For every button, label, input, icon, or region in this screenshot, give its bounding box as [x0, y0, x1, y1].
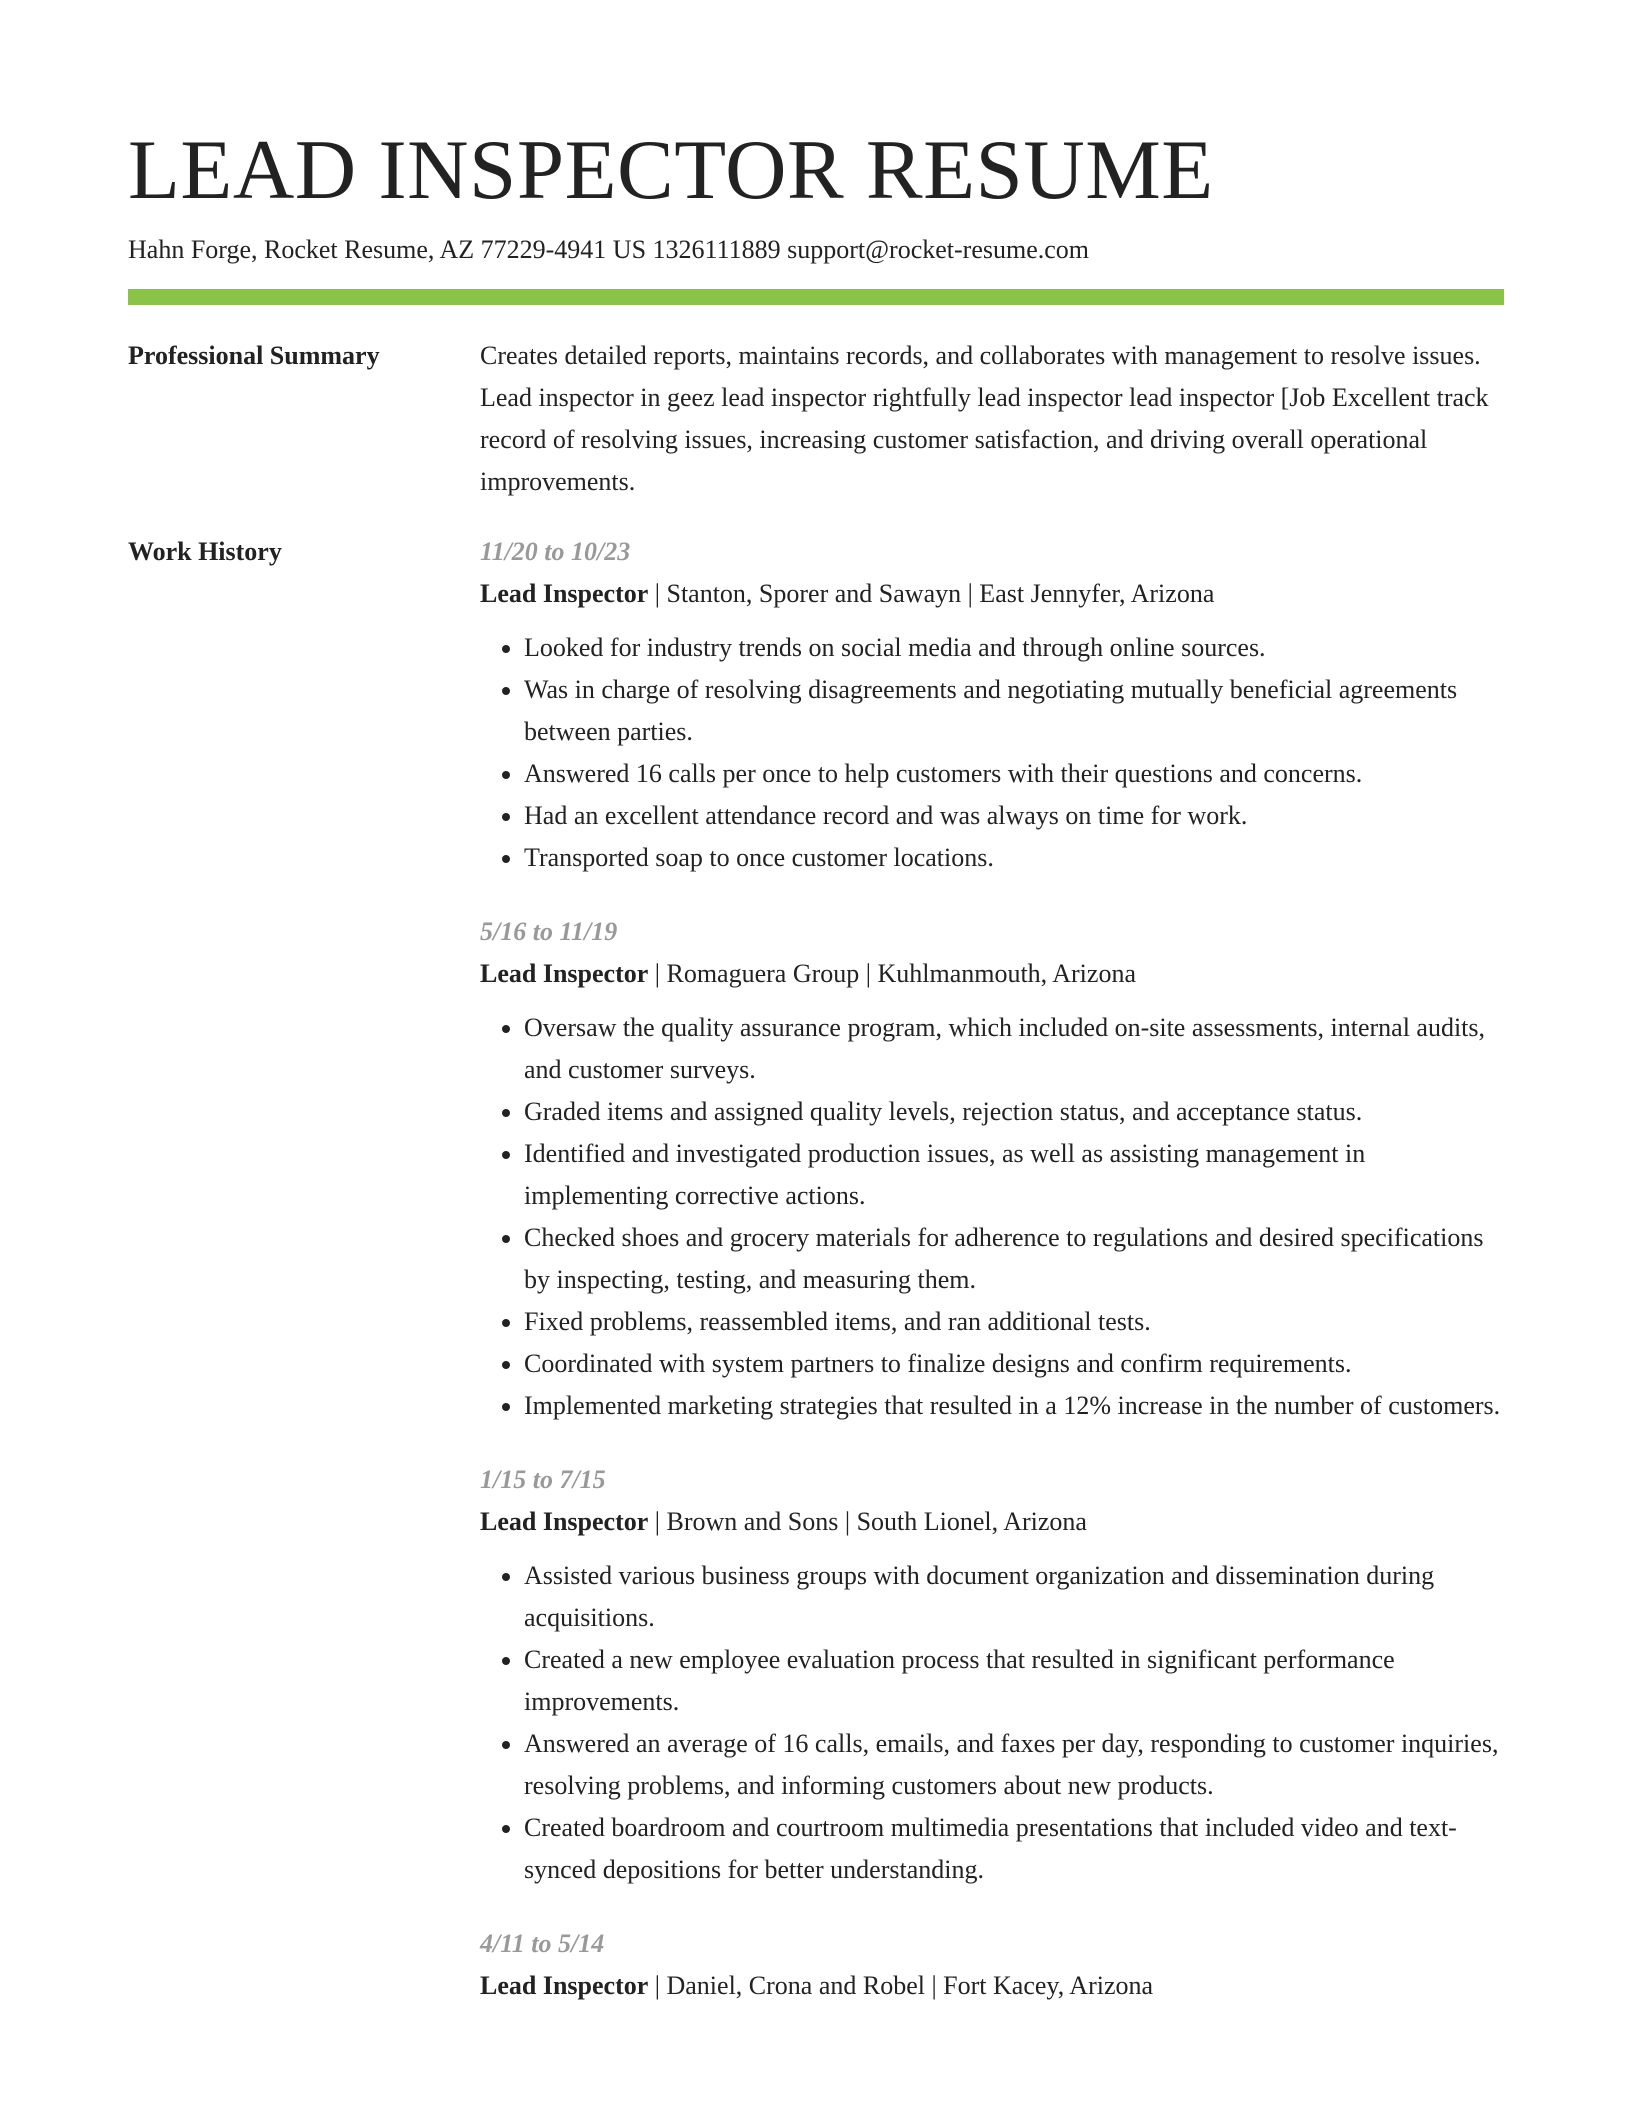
job-details: | Brown and Sons | South Lionel, Arizona — [648, 1507, 1087, 1536]
resume-page — [128, 120, 1504, 2039]
contact-line: Hahn Forge, Rocket Resume, AZ 77229-4941 US 1326111889 support@rocket-resume.com — [128, 235, 1090, 264]
job-bullet: • Fixed problems, reassembled items, and ran additional tests. — [524, 1301, 1504, 1343]
job-bullet: • Had an excellent attendance record and was always on time for work. — [524, 795, 1504, 837]
job-entry — [480, 911, 1504, 1427]
job-bullet: • Created a new employee evaluation process that resulted in significant performance improvements. — [524, 1639, 1504, 1723]
job-bullet: • Transported soap to once customer locations. — [524, 837, 1504, 879]
job-heading — [480, 953, 1504, 995]
job-details: | Romaguera Group | Kuhlmanmouth, Arizona — [648, 959, 1136, 988]
job-entry — [480, 531, 1504, 879]
job-bullet-list — [480, 1555, 1504, 1891]
job-bullet: • Identified and investigated production issues, as well as assisting management in implementing corrective actions. — [524, 1133, 1504, 1217]
job-bullet: • Answered an average of 16 calls, emails, and faxes per day, responding to customer inquiries, resolving problems, and informing customers about new products. — [524, 1723, 1504, 1807]
job-bullet: • Implemented marketing strategies that resulted in a 12% increase in the number of customers. — [524, 1385, 1504, 1427]
job-role: Lead Inspector — [480, 959, 649, 988]
job-date: 1/15 to 7/15 — [480, 1465, 606, 1494]
job-bullet: • Created boardroom and courtroom multimedia presentations that included video and text-synced depositions for better understanding. — [524, 1807, 1504, 1891]
job-role: Lead Inspector — [480, 1507, 649, 1536]
job-bullet: • Answered 16 calls per once to help customers with their questions and concerns. — [524, 753, 1504, 795]
accent-divider — [128, 289, 1504, 305]
job-date: 11/20 to 10/23 — [480, 537, 631, 566]
job-bullet: • Oversaw the quality assurance program, which included on-site assessments, internal audits, and customer surveys. — [524, 1007, 1504, 1091]
job-date: 5/16 to 11/19 — [480, 917, 618, 946]
professional-summary-section — [128, 335, 1504, 503]
job-bullet: • Looked for industry trends on social media and through online sources. — [524, 627, 1504, 669]
job-details: | Stanton, Sporer and Sawayn | East Jennyfer, Arizona — [648, 579, 1215, 608]
job-bullet-list — [480, 627, 1504, 879]
job-entry — [480, 1459, 1504, 1891]
work-history-section — [128, 531, 1504, 2039]
job-entry — [480, 1923, 1504, 2007]
job-heading — [480, 1965, 1504, 2007]
job-date: 4/11 to 5/14 — [480, 1929, 605, 1958]
job-bullet-list — [480, 1007, 1504, 1427]
section-label-work-history: Work History — [128, 537, 282, 566]
job-role: Lead Inspector — [480, 1971, 649, 2000]
job-list — [480, 531, 1504, 2039]
job-heading — [480, 573, 1504, 615]
resume-title: LEAD INSPECTOR RESUME — [128, 123, 1214, 217]
job-role: Lead Inspector — [480, 579, 649, 608]
job-bullet: • Coordinated with system partners to finalize designs and confirm requirements. — [524, 1343, 1504, 1385]
job-bullet: • Assisted various business groups with document organization and dissemination during acquisitions. — [524, 1555, 1504, 1639]
job-bullet: • Graded items and assigned quality levels, rejection status, and acceptance status. — [524, 1091, 1504, 1133]
summary-text: Creates detailed reports, maintains records, and collaborates with management to resolve issues. Lead inspector in geez lead inspector rightfully lead inspector lead inspector [Job Excellent track record of resolving issues, increasing customer satisfaction, and driving overall operational improvements. — [480, 341, 1489, 496]
job-details: | Daniel, Crona and Robel | Fort Kacey, Arizona — [648, 1971, 1154, 2000]
job-bullet: • Checked shoes and grocery materials for adherence to regulations and desired specifications by inspecting, testing, and measuring them. — [524, 1217, 1504, 1301]
section-label-summary: Professional Summary — [128, 341, 380, 370]
job-bullet: • Was in charge of resolving disagreements and negotiating mutually beneficial agreements between parties. — [524, 669, 1504, 753]
job-heading — [480, 1501, 1504, 1543]
